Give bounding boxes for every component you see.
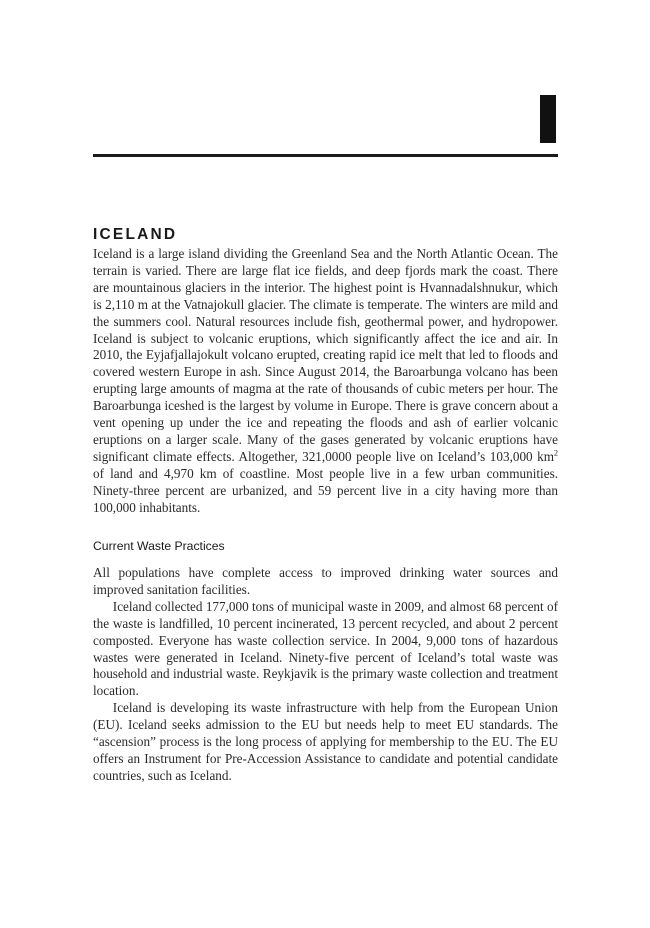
chapter-divider-rule (93, 154, 558, 157)
intro-paragraph (93, 246, 558, 517)
body-paragraph: Iceland is developing its waste infrastructure with help from the European Union (EU). Iceland seeks admission to the EU but needs help to meet EU standards. The “ascension” process is the long process of applying for membership to the EU. The EU offers an Instrument for Pre-Accession Assistance to candidate and potential candidate countries, such as Iceland. (93, 700, 558, 783)
intro-text-pre: Iceland is a large island dividing the Greenland Sea and the North Atlantic Ocean. The terrain is varied. There are large flat ice fields, and deep fjords mark the coast. There are mountainous glaciers in the interior. The highest point is Hvannadalshnukur, which is 2,110 m at the Vatnajokull glacier. The climate is temperate. The winters are mild and the summers cool. Natural resources include fish, geothermal power, and hydropower. Iceland is subject to volcanic eruptions, which significantly affect the ice and air. In 2010, the Eyjafjallajokult volcano erupted, creating rapid ice melt that led to floods and covered western Europe in ash. Since August 2014, the Baroarbunga volcano has been erupting large amounts of magma at the rate of thousands of cubic meters per hour. The Baroarbunga iceshed is the largest by volume in Europe. There is grave concern about a vent opening up under the ice and repeating the floods and ash of earlier volcanic eruptions on a larger scale. Many of the gases generated by volcanic eruptions have significant climate effects. Altogether, 321,0000 people live on Iceland’s 103,000 km (93, 246, 558, 464)
waste-practices-section (93, 565, 558, 785)
area-unit-superscript: 2 (554, 448, 558, 458)
intro-section (93, 246, 558, 517)
intro-text-post: of land and 4,970 km of coastline. Most people live in a few urban communities. Ninety-three percent are urbanized, and 59 percent live in a city having more than 100,000 inhabitants. (93, 465, 558, 515)
chapter-letter-tab (540, 95, 556, 143)
subsection-title: Current Waste Practices (93, 539, 225, 553)
body-paragraph: Iceland collected 177,000 tons of municipal waste in 2009, and almost 68 percent of the waste is landfilled, 10 percent incinerated, 13 percent recycled, and about 2 percent composted. Everyone has waste collection service. In 2004, 9,000 tons of hazardous wastes were generated in Iceland. Ninety-five percent of Iceland’s total waste was household and industrial waste. Reykjavik is the primary waste collection and treatment location. (93, 598, 558, 699)
body-paragraph: All populations have complete access to improved drinking water sources and improved sanitation facilities. (93, 565, 558, 597)
section-title: ICELAND (93, 226, 178, 243)
